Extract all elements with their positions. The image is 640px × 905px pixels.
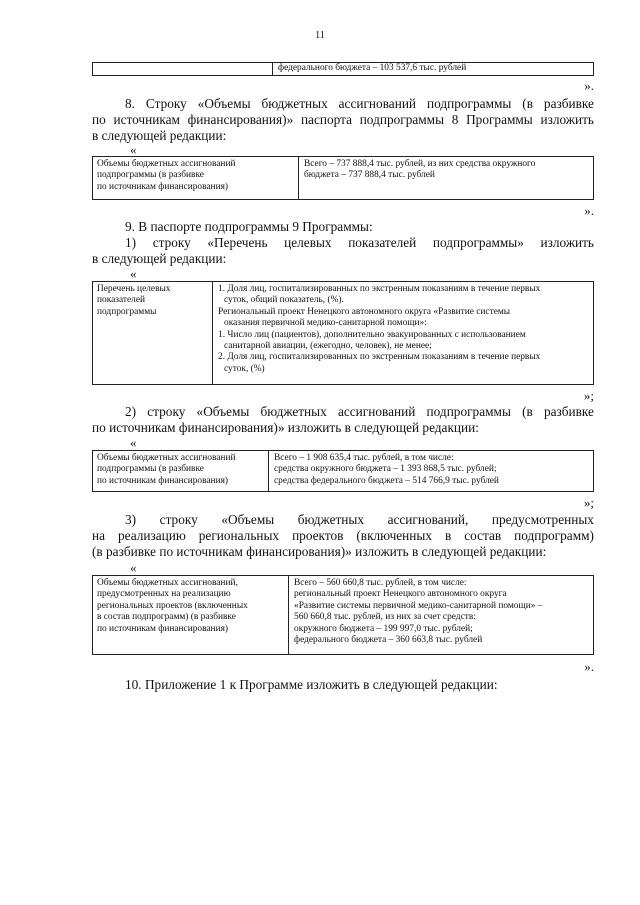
word: «Перечень <box>207 235 268 250</box>
item8-table <box>92 156 594 200</box>
word: «Объемы <box>196 404 250 419</box>
word: подпрограммы <box>359 112 445 127</box>
word: состав <box>464 528 502 543</box>
word: реализацию <box>118 528 186 543</box>
word: подпрограммы <box>427 96 512 111</box>
word: в <box>444 528 452 543</box>
word: строку <box>159 512 198 527</box>
word: целевых <box>284 235 332 250</box>
word: 8. <box>125 96 135 111</box>
word: Программы <box>466 112 533 127</box>
item9-table2 <box>92 450 594 492</box>
open-quote: « <box>130 560 137 575</box>
close-quote: »; <box>583 495 594 510</box>
word: подпрограмм) <box>514 528 594 543</box>
word: бюджетных <box>260 404 327 419</box>
word: ассигнований, <box>387 512 469 527</box>
close-quote: ». <box>584 659 594 674</box>
word: «Объемы <box>221 512 275 527</box>
item8-paragraph <box>92 96 594 144</box>
item9-table3-label-cell: Объемы бюджетных ассигнований, предусмотренных на реализацию региональных проектов (включенных в состав подпрограмм) (в разбивке по источникам финансирования) <box>93 576 289 654</box>
word: подпрограммы» <box>432 235 524 250</box>
item8-table-label-cell: Объемы бюджетных ассигнований подпрограммы (в разбивке по источникам финансирования) <box>93 157 299 199</box>
word: по <box>92 112 106 127</box>
word: показателей <box>348 235 417 250</box>
page-number: 11 <box>315 30 325 41</box>
word: «Объемы <box>197 96 251 111</box>
word: Строку <box>145 96 187 111</box>
word: строку <box>147 404 186 419</box>
item9-table2-label-cell: Объемы бюджетных ассигнований подпрограммы (в разбивке по источникам финансирования) <box>93 451 269 491</box>
top-table-text: федерального бюджета – 103 537,6 тыс. рублей <box>278 63 467 73</box>
word: ассигнований <box>338 96 417 111</box>
word: разбивке <box>543 404 594 419</box>
word: подпрограммы <box>426 404 511 419</box>
item9-table3-value-cell: Всего – 560 660,8 тыс. рублей, в том числе: региональный проект Ненецкого автономного округа «Развитие системы первичной медико-санитарной помощи» – 560 660,8 тыс. рублей, из них за счет средств: окружного бюджета – 199 997,0 тыс. рублей; федерального бюджета – 360 663,8 тыс. рублей <box>294 578 543 646</box>
word: строку <box>152 235 191 250</box>
item9-sub1: 1) строку «Перечень целевых показателей подпрограммы» изложить в следующей редакции: <box>92 235 594 266</box>
word: (в <box>522 96 533 111</box>
word: предусмотренных <box>491 512 594 527</box>
top-table <box>92 62 594 76</box>
top-table-left-cell <box>93 63 273 75</box>
open-quote: « <box>130 142 137 157</box>
word: 8 <box>451 112 459 127</box>
word: изложить <box>540 235 594 250</box>
item9-table1-label-cell: Перечень целевых показателей подпрограммы <box>93 282 213 384</box>
open-quote: « <box>130 435 137 450</box>
item8-line <box>92 96 594 112</box>
item9-table2-value-cell: Всего – 1 908 635,4 тыс. рублей, в том числе: средства окружного бюджета – 1 393 868,5 тыс. рублей; средства федерального бюджета – 514 766,9 тыс. рублей <box>274 453 499 486</box>
word: 2) <box>125 404 137 419</box>
top-table-right-cell <box>273 63 593 75</box>
word: финансирования)» <box>187 112 294 127</box>
word: 3) <box>125 512 137 527</box>
word: ассигнований <box>337 404 416 419</box>
item9-sub2: 2) строку «Объемы бюджетных ассигнований подпрограммы (в разбивке по источникам финансирования)» изложить в следующей редакции: <box>92 404 594 435</box>
item9-table1 <box>92 281 594 385</box>
open-quote: « <box>130 266 137 281</box>
close-quote: »; <box>583 388 594 403</box>
item9-table1-value-cell: 1. Доля лиц, госпитализированных по экстренным показаниям в течение первых суток, общий показатель, (%). Региональный проект Ненецкого автономного округа «Развитие системы оказания первичной медико-санитарной помощи»: 1. Число лиц (пациентов), дополнительно эвакуированных с использованием санитарной авиации, (ежегодно, человек), не менее; 2. Доля лиц, госпитализированных по экстренным показаниям в течение первых суток, (%) <box>218 284 541 374</box>
word: проектов <box>292 528 344 543</box>
close-quote: ». <box>584 78 594 93</box>
item9-heading: 9. В паспорте подпрограммы 9 Программы: <box>125 219 373 234</box>
word: изложить <box>540 112 594 127</box>
word: бюджетных <box>297 512 364 527</box>
close-quote: ». <box>584 203 594 218</box>
item10-paragraph: 10. Приложение 1 к Программе изложить в следующей редакции: <box>125 677 498 692</box>
item9-table3 <box>92 575 594 655</box>
word: (включенных <box>356 528 432 543</box>
word: 1) <box>125 235 137 250</box>
word: бюджетных <box>261 96 328 111</box>
word: (в <box>522 404 533 419</box>
item8-line <box>92 112 594 128</box>
word: источникам <box>113 112 180 127</box>
word: разбивке <box>543 96 594 111</box>
item9-sub3: 3) строку «Объемы бюджетных ассигнований, предусмотренных на реализацию региональных проектов (включенных в состав подпрограмм) (в разбивке по источникам финансирования)» изложить в следующей редакции: <box>92 512 594 559</box>
word: региональных <box>198 528 280 543</box>
word: на <box>92 528 106 543</box>
item8-table-value-cell: Всего – 737 888,4 тыс. рублей, из них средства окружного бюджета – 737 888,4 тыс. рублей <box>304 159 536 181</box>
item8-line: в следующей редакции: <box>92 128 227 143</box>
word: паспорта <box>300 112 352 127</box>
